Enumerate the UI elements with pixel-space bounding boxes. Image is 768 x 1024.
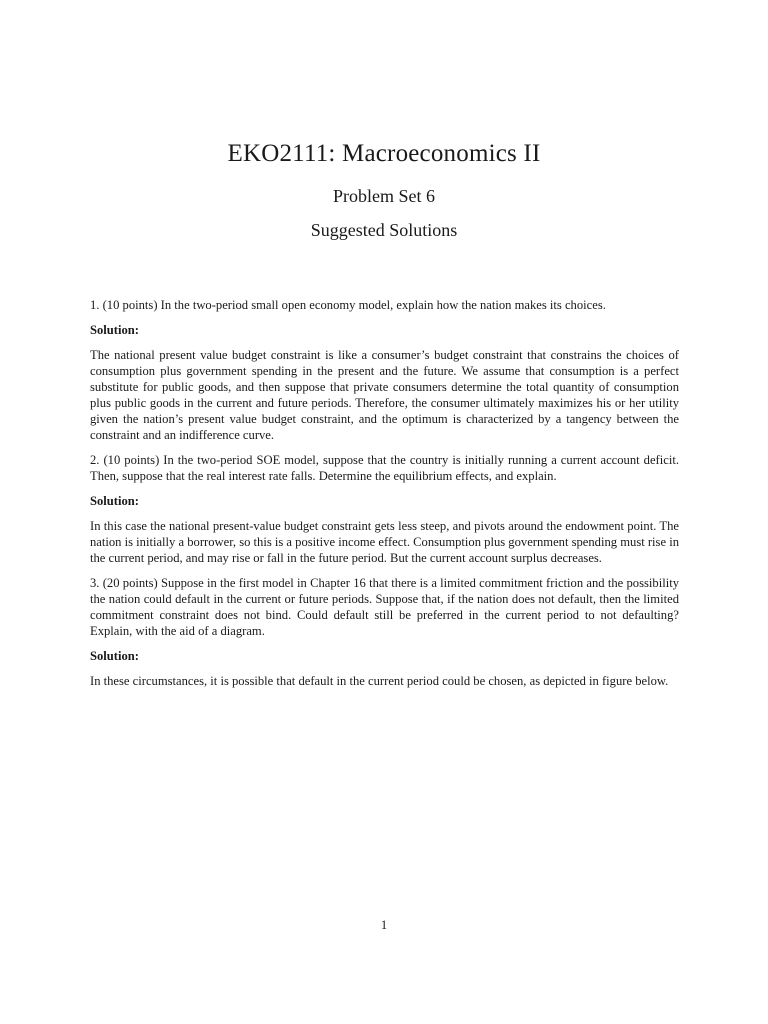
solution-3: In these circumstances, it is possible that default in the current period could be chosen, as depicted in figure below. bbox=[90, 674, 669, 688]
document-body bbox=[90, 297, 679, 698]
question-2: 2. (10 points) In the two-period SOE model, suppose that the country is initially running a current account deficit. Then, suppose that the real interest rate falls. Determine the equilibrium effects, and explain. bbox=[90, 453, 679, 483]
page-number: 1 bbox=[380, 918, 388, 932]
document-subtitle-secondary: Suggested Solutions bbox=[310, 220, 458, 240]
question-1: 1. (10 points) In the two-period small open economy model, explain how the nation makes its choices. bbox=[90, 298, 606, 312]
question-3: 3. (20 points) Suppose in the first model in Chapter 16 that there is a limited commitment friction and the possibility the nation could default in the current or future periods. Suppose that, if the nation does not default, then the limited commitment constraint does not bind. Could default still be preferred in the current period to not defaulting? Explain, with the aid of a diagram. bbox=[90, 576, 679, 638]
document-title: EKO2111: Macroeconomics II bbox=[227, 140, 541, 167]
solution-1: The national present value budget constraint is like a consumer’s budget constraint that constrains the choices of consumption plus government spending in the present and the future. We assume that consumption is a perfect substitute for public goods, and then suppose that private consumers determine the total quantity of consumption plus public goods in the current and future periods. Therefore, the consumer ultimately maximizes his or her utility given the nation’s present value budget constraint, and the optimum is characterized by a tangency between the constraint and an indifference curve. bbox=[90, 348, 679, 442]
solution-2: In this case the national present-value budget constraint gets less steep, and pivots around the endowment point. The nation is initially a borrower, so this is a positive income effect. Consumption plus government spending must rise in the current period, and may rise or fall in the future period. But the current account surplus decreases. bbox=[90, 519, 679, 565]
document-header bbox=[0, 140, 768, 241]
solution-label-3: Solution: bbox=[90, 649, 139, 663]
document-subtitle: Problem Set 6 bbox=[333, 186, 435, 206]
solution-label-1: Solution: bbox=[90, 323, 139, 337]
solution-label-2: Solution: bbox=[90, 494, 139, 508]
